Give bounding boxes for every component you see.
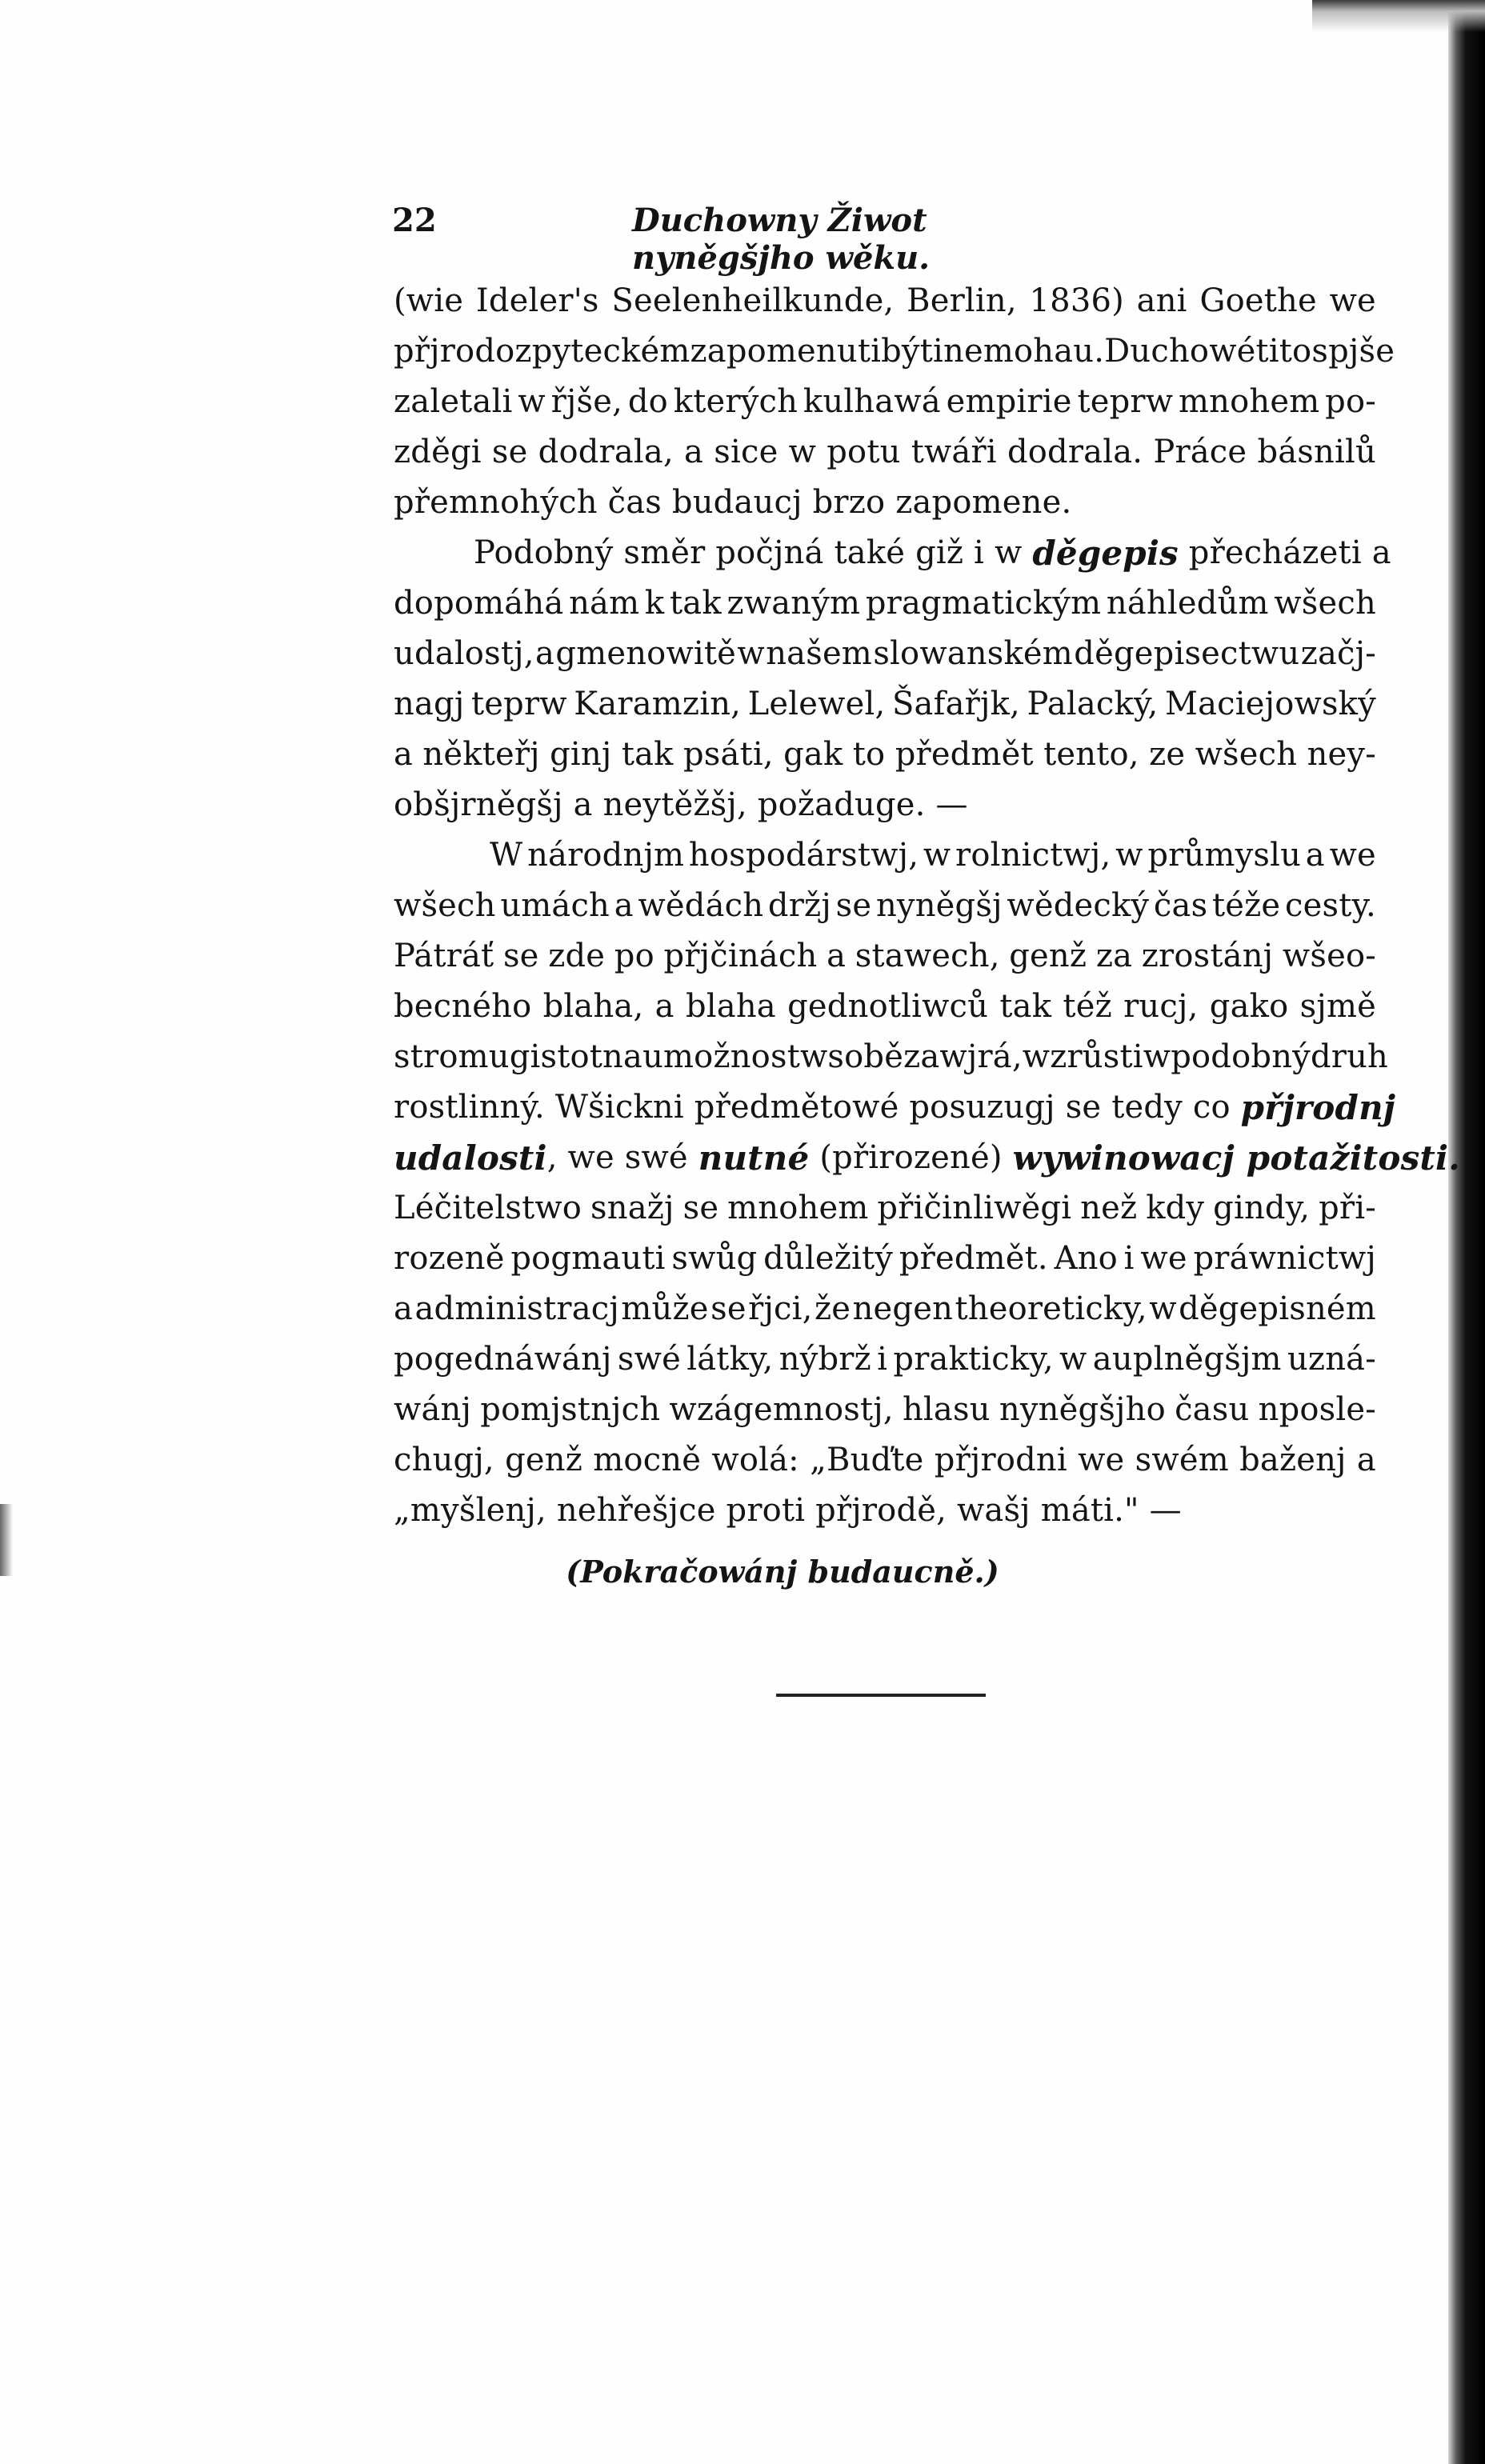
line-text: pogednáwánj swé látky, nýbrž i prakticky, w auplněgšjm uzná- xyxy=(394,1341,1376,1378)
line-text: stromu gistotnau možnost w sobě zawjrá, wzrůsti w podobný druh xyxy=(394,1038,1389,1075)
line-text: zaletali w řjše, do kterých kulhawá empirie teprw mnohem po- xyxy=(394,383,1376,420)
text-line xyxy=(394,326,1395,377)
text-line xyxy=(394,780,1376,830)
text-line xyxy=(394,830,1376,881)
page-number: 22 xyxy=(392,202,437,239)
scan-edge-top xyxy=(1312,0,1485,32)
line-text: a někteřj ginj tak psáti, gak to předmět tento, ze wšech ney- xyxy=(394,736,1376,773)
running-title: Duchowny Žiwot nyněgšjho wěku. xyxy=(632,202,931,277)
text-line xyxy=(394,1385,1376,1435)
page-header xyxy=(392,202,1112,277)
text-line xyxy=(394,478,1376,528)
emphasized-word: udalosti xyxy=(394,1138,547,1178)
text-line xyxy=(394,578,1376,629)
line-text: rozeně pogmauti swůg důležitý předmět. Ano i we práwnictwj xyxy=(394,1240,1376,1277)
line-text: Pátráť se zde po přjčinách a stawech, genž za zrostánj wšeo- xyxy=(394,938,1376,974)
emphasized-word: nutné xyxy=(698,1138,810,1178)
line-text: udalostj, a gmenowitě w našem slowanském děgepisectwu začj- xyxy=(394,635,1376,672)
text-line xyxy=(394,931,1376,982)
text-line xyxy=(394,427,1376,478)
line-text: nagj teprw Karamzin, Lelewel, Šafařjk, Palacký, Maciejowský xyxy=(394,686,1376,722)
text-line xyxy=(394,1334,1376,1385)
line-text: wánj pomjstnjch wzágemnostj, hlasu nyněgšjho času nposle- xyxy=(394,1391,1376,1428)
line-text: chugj, genž mocně wolá: „Buďte přjrodni we swém baženj a xyxy=(394,1442,1376,1478)
emphasized-word: přjrodnj xyxy=(1240,1088,1396,1127)
line-text: „myšlenj, nehřešjce proti přjrodě, wašj máti." — xyxy=(394,1492,1182,1529)
line-text: dopomáhá nám k tak zwaným pragmatickým náhledům wšech xyxy=(394,585,1376,622)
line-text: , we swé xyxy=(546,1139,698,1176)
text-line xyxy=(394,377,1376,427)
text-line xyxy=(394,1284,1376,1334)
scan-edge xyxy=(1448,0,1485,2464)
line-text: zděgi se dodrala, a sice w potu twáři dodrala. Práce básnilů xyxy=(394,434,1376,470)
closing-rule xyxy=(776,1694,986,1697)
emphasized-word: wywinowacj potažitosti. xyxy=(1012,1138,1461,1178)
line-text: a administracj může se řjci, že negen theoreticky, w děgepisném xyxy=(394,1290,1376,1327)
body-text xyxy=(394,276,1461,1536)
text-line xyxy=(394,1435,1376,1486)
text-line xyxy=(394,881,1376,931)
line-text: becného blaha, a blaha gednotliwců tak též rucj, gako sjmě xyxy=(394,988,1376,1025)
emphasized-word: děgepis xyxy=(1032,534,1179,573)
line-text: Léčitelstwo snažj se mnohem přičinliwěgi než kdy gindy, při- xyxy=(394,1190,1376,1226)
continuation-note: (Pokračowánj budaucně.) xyxy=(566,1554,999,1590)
text-line xyxy=(394,629,1376,679)
text-line xyxy=(394,679,1376,730)
line-text: přemnohých čas budaucj brzo zapomene. xyxy=(394,484,1072,521)
text-line xyxy=(394,982,1376,1032)
line-text: (wie Ideler's Seelenheilkunde, Berlin, 1836) ani Goethe we xyxy=(394,282,1376,319)
text-line xyxy=(394,528,1391,578)
line-text: (přirozené) xyxy=(809,1139,1013,1176)
text-line xyxy=(394,1133,1461,1183)
line-text: přjrodozpyteckém zapomenuti býti nemohau. Duchowé tito spjše xyxy=(394,333,1395,370)
text-line xyxy=(394,1032,1389,1082)
text-line xyxy=(394,1234,1376,1284)
text-line xyxy=(394,1486,1376,1536)
text-line xyxy=(394,276,1376,326)
line-text: Podobný směr počjná také giž i w xyxy=(474,534,1033,571)
line-text: W národnjm hospodárstwj, w rolnictwj, w průmyslu a we xyxy=(490,837,1376,874)
line-text: přecházeti a xyxy=(1178,534,1391,571)
line-text: wšech umách a wědách držj se nyněgšj wědecký čas téže cesty. xyxy=(394,887,1376,924)
text-line xyxy=(394,1183,1376,1234)
line-text: rostlinný. Wšickni předmětowé posuzugj se tedy co xyxy=(394,1089,1241,1126)
text-line xyxy=(394,730,1376,780)
text-line xyxy=(394,1082,1396,1133)
line-text: obšjrněgšj a neytěžšj, požaduge. — xyxy=(394,786,968,823)
